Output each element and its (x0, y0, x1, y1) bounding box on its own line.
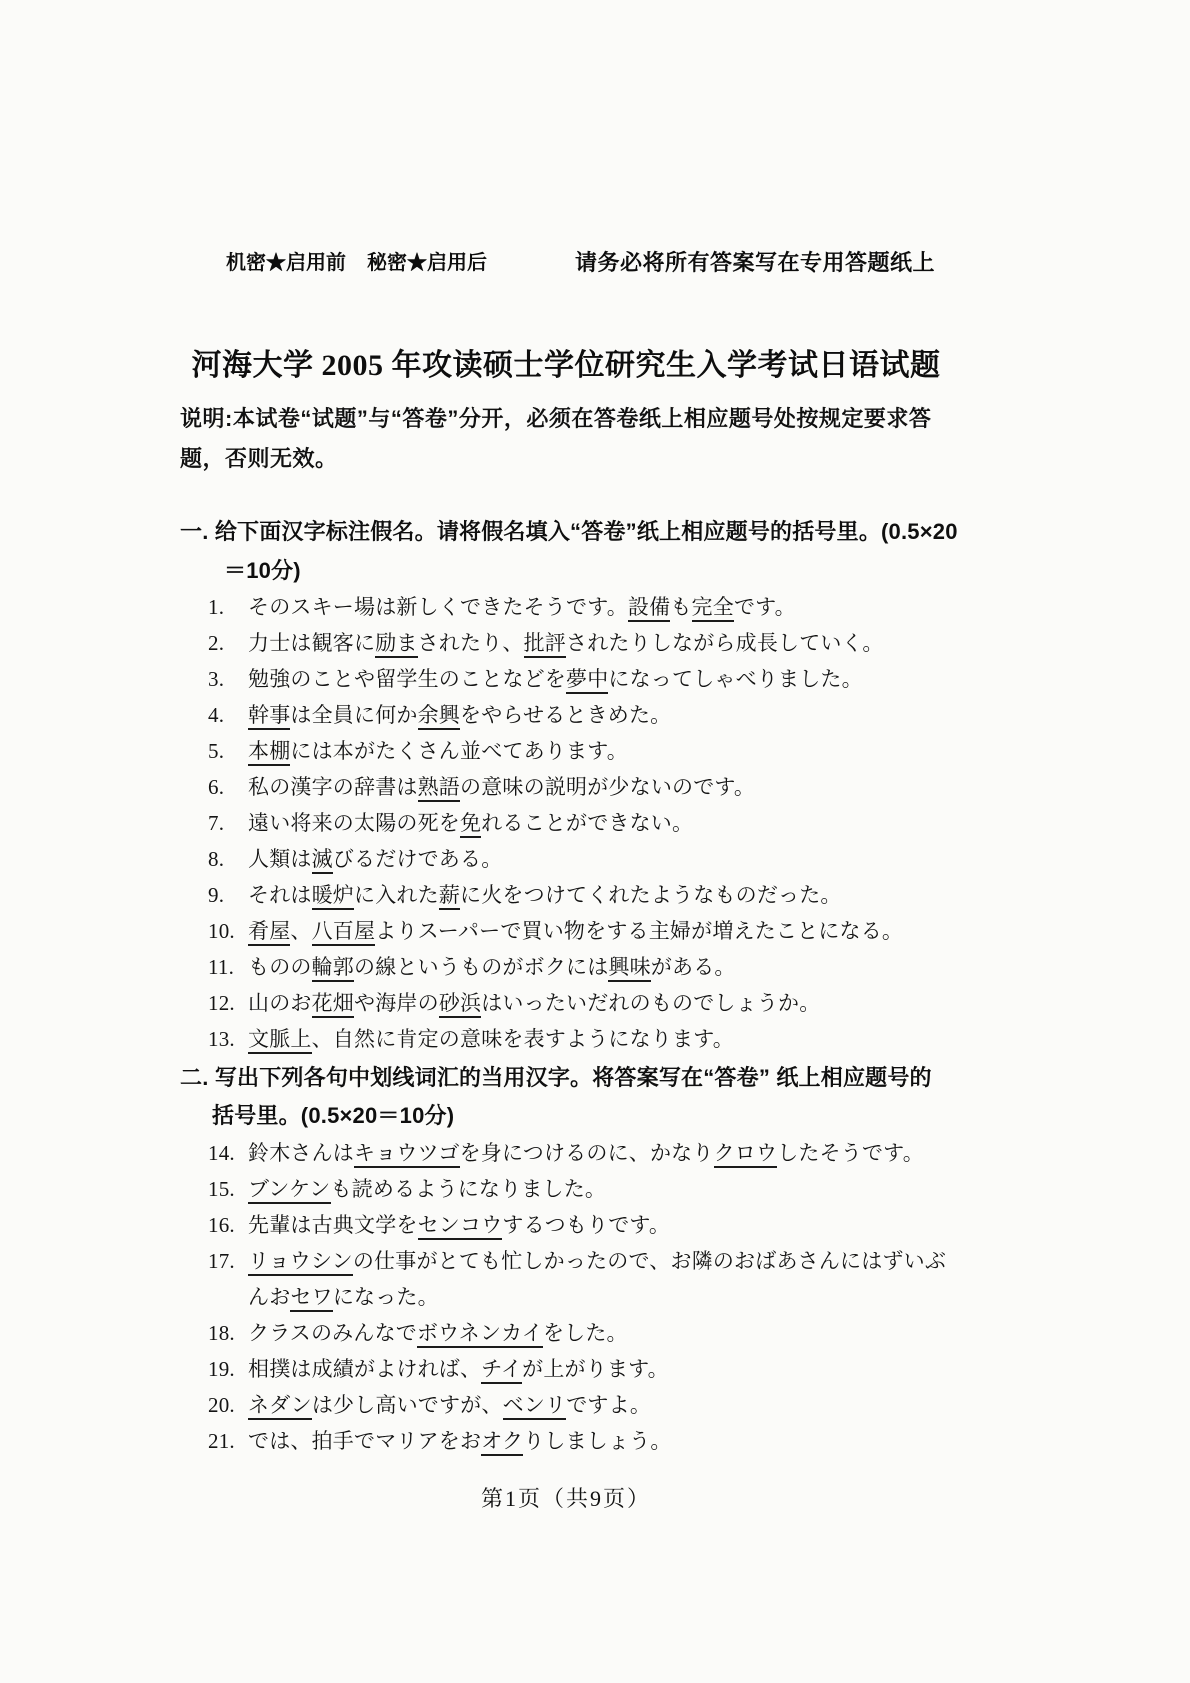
underlined-term: 砂浜 (439, 991, 481, 1018)
underlined-term: センコウ (418, 1213, 503, 1240)
plain-text: そのスキー場は新しくできたそうです。 (248, 595, 628, 619)
underlined-term: 八百屋 (312, 919, 376, 946)
plain-text: も (670, 595, 692, 619)
plain-text: ものの (248, 955, 312, 979)
exam-item (180, 661, 958, 697)
underlined-term: ネダン (248, 1393, 312, 1420)
underlined-term: キョウツゴ (354, 1141, 460, 1168)
item-text (248, 955, 736, 982)
plain-text: りしましょう。 (523, 1429, 672, 1453)
plain-text: では、拍手でマリアをお (248, 1429, 482, 1453)
item-text (248, 919, 903, 946)
exam-item (180, 769, 958, 805)
underlined-term: 肴屋 (248, 919, 290, 946)
underlined-term: オク (481, 1429, 523, 1456)
plain-text: 相撲は成績がよければ、 (248, 1357, 482, 1381)
section-1-heading-line-1: 一. 给下面汉字标注假名。请将假名填入“答卷”纸上相应题号的括号里。(0.5×20 (180, 519, 958, 544)
answer-sheet-notice: 请务必将所有答案写在专用答题纸上 (575, 250, 936, 275)
underlined-term: チイ (481, 1357, 522, 1384)
item-text (248, 775, 755, 802)
plain-text: になってしゃべりました。 (608, 667, 863, 691)
exam-instructions (180, 399, 980, 479)
exam-item (180, 1423, 958, 1459)
plain-text: をやらせるときめた。 (460, 703, 672, 727)
item-text (248, 811, 693, 838)
item-number: 1. (208, 595, 225, 619)
underlined-term: 本棚 (248, 739, 290, 766)
item-number: 2. (208, 631, 225, 655)
exam-body (180, 512, 958, 1459)
item-number: 5. (208, 739, 225, 763)
item-number: 8. (208, 847, 225, 871)
underlined-term: ブンケン (248, 1177, 331, 1204)
underlined-term: 熟語 (418, 775, 460, 802)
exam-item (180, 589, 958, 625)
plain-text: に火をつけてくれたようなものだった。 (460, 883, 842, 907)
item-number: 10. (208, 919, 235, 943)
underlined-term: 励ま (375, 631, 417, 658)
underlined-term: 設備 (628, 595, 670, 622)
instructions-line-1: 说明:本试卷“试题”与“答卷”分开，必须在答卷纸上相应题号处按规定要求答 (180, 406, 932, 431)
plain-text: 、 (290, 919, 312, 943)
item-number: 18. (208, 1321, 235, 1345)
item-text (248, 1321, 628, 1348)
section-2-items (180, 1135, 958, 1459)
underlined-term: セワ (290, 1285, 332, 1312)
underlined-term: 暖炉 (312, 883, 354, 910)
item-number: 12. (208, 991, 235, 1015)
item-text (248, 739, 628, 766)
plain-text: は全員に何か (290, 703, 418, 727)
item-text (248, 1177, 606, 1204)
exam-item (180, 1243, 958, 1315)
item-number: 15. (208, 1177, 235, 1201)
classification-after-use: 秘密★启用后 (367, 252, 487, 274)
item-number: 17. (208, 1249, 235, 1273)
plain-text: 鈴木さんは (248, 1141, 354, 1165)
underlined-term: 薪 (439, 883, 460, 910)
underlined-term: 幹事 (248, 703, 290, 730)
plain-text: びるだけである。 (332, 847, 503, 871)
underlined-term: 輪郭 (312, 955, 354, 982)
underlined-term: リョウシン (248, 1249, 353, 1276)
item-number: 20. (208, 1393, 235, 1417)
underlined-term: 花畑 (312, 991, 354, 1018)
plain-text: よりスーパーで買い物をする主婦が増えたことになる。 (375, 919, 904, 943)
exam-item (180, 1171, 958, 1207)
item-number: 13. (208, 1027, 235, 1051)
plain-text: を身につけるのに、かなり (459, 1141, 714, 1165)
exam-item (180, 985, 958, 1021)
exam-item (180, 949, 958, 985)
classification-before-use: 机密★启用前 (226, 252, 346, 274)
plain-text: には本がたくさん並べてあります。 (290, 739, 628, 763)
plain-text: ですよ。 (566, 1393, 652, 1417)
plain-text: や海岸の (354, 991, 439, 1015)
plain-text: 私の漢字の辞書は (248, 775, 418, 799)
exam-item (180, 913, 958, 949)
plain-text: に入れた (354, 883, 439, 907)
plain-text: 遠い将来の太陽の死を (248, 811, 460, 835)
plain-text: されたりしながら成長していく。 (566, 631, 884, 655)
exam-item (180, 697, 958, 733)
plain-text: です。 (733, 595, 796, 619)
plain-text: 先輩は古典文学を (248, 1213, 418, 1237)
plain-text: されたり、 (417, 631, 524, 655)
exam-item (180, 733, 958, 769)
plain-text: それは (248, 883, 312, 907)
item-text (248, 703, 671, 730)
instructions-line-2: 题，否则无效。 (180, 446, 338, 471)
exam-item (180, 625, 958, 661)
underlined-term: ボウネンカイ (417, 1321, 543, 1348)
item-text (248, 847, 502, 874)
exam-item (180, 1207, 958, 1243)
plain-text: の線というものがボクには (354, 955, 609, 979)
plain-text: れることができない。 (481, 811, 694, 835)
underlined-term: 完全 (692, 595, 734, 622)
section-2-heading-line-2: 括号里。(0.5×20＝10分) (212, 1103, 455, 1128)
item-text (248, 883, 842, 910)
item-number: 4. (208, 703, 225, 727)
exam-item (180, 805, 958, 841)
plain-text: 力士は観客に (248, 631, 376, 655)
plain-text: が上がります。 (522, 1357, 669, 1381)
page-number: 第1页（共9页） (480, 1486, 651, 1511)
plain-text: はいったいだれのものでしょうか。 (481, 991, 821, 1015)
plain-text: したそうです。 (777, 1141, 924, 1165)
section-2-heading (180, 1059, 958, 1135)
item-number: 7. (208, 811, 225, 835)
item-number: 19. (208, 1357, 235, 1381)
exam-item (180, 1135, 958, 1171)
section-2-heading-line-1: 二. 写出下列各句中划线词汇的当用汉字。将答案写在“答卷” 纸上相应题号的 (180, 1065, 932, 1090)
item-number: 14. (208, 1141, 235, 1165)
underlined-term: 夢中 (566, 667, 608, 694)
item-number: 3. (208, 667, 225, 691)
underlined-term: ベンリ (503, 1393, 567, 1420)
underlined-term: 文脈上 (248, 1027, 312, 1054)
exam-item (180, 1351, 958, 1387)
item-text (248, 595, 796, 622)
plain-text: は少し高いですが、 (311, 1393, 503, 1417)
plain-text: の意味の説明が少ないのです。 (460, 775, 756, 799)
plain-text: 、自然に肯定の意味を表すようになります。 (311, 1027, 734, 1051)
item-text (248, 1141, 924, 1168)
exam-item (180, 1021, 958, 1057)
item-text (248, 1429, 672, 1456)
underlined-term: 余興 (418, 703, 460, 730)
item-text (248, 1357, 669, 1384)
exam-title: 河海大学 2005 年攻读硕士学位研究生入学考试日语试题 (191, 349, 941, 382)
plain-text: 人類は (248, 847, 312, 871)
item-text (248, 1393, 651, 1420)
item-number: 9. (208, 883, 225, 907)
underlined-term: 滅 (312, 847, 333, 874)
exam-item (180, 841, 958, 877)
plain-text: をした。 (542, 1321, 628, 1345)
plain-text: するつもりです。 (502, 1213, 671, 1237)
exam-item (180, 1315, 958, 1351)
plain-text: クラスのみんなで (248, 1321, 417, 1345)
underlined-term: 免 (460, 811, 481, 838)
item-text (248, 1027, 734, 1054)
underlined-term: クロウ (714, 1141, 778, 1168)
item-text (248, 631, 884, 658)
section-1-items (180, 589, 958, 1057)
item-number: 11. (208, 955, 235, 979)
item-text (248, 667, 863, 694)
item-text (248, 991, 820, 1018)
plain-text: になった。 (332, 1285, 439, 1309)
section-1-heading-line-2: ＝10分) (224, 558, 301, 583)
plain-text: も読めるようになりました。 (330, 1177, 607, 1201)
item-text (248, 1213, 670, 1240)
item-number: 16. (208, 1213, 235, 1237)
item-text (248, 1249, 946, 1312)
underlined-term: 興味 (608, 955, 650, 982)
underlined-term: 批評 (524, 631, 566, 658)
plain-text: 勉強のことや留学生のことなどを (248, 667, 566, 691)
exam-item (180, 877, 958, 913)
plain-text: がある。 (650, 955, 736, 979)
item-number: 6. (208, 775, 225, 799)
plain-text: 山のお (248, 991, 312, 1015)
item-number: 21. (208, 1429, 235, 1453)
plain-text: の仕事がとても忙しかったので、お隣のおばあさんにはずいぶんお (248, 1249, 947, 1309)
exam-item (180, 1387, 958, 1423)
section-1-heading (180, 512, 958, 589)
